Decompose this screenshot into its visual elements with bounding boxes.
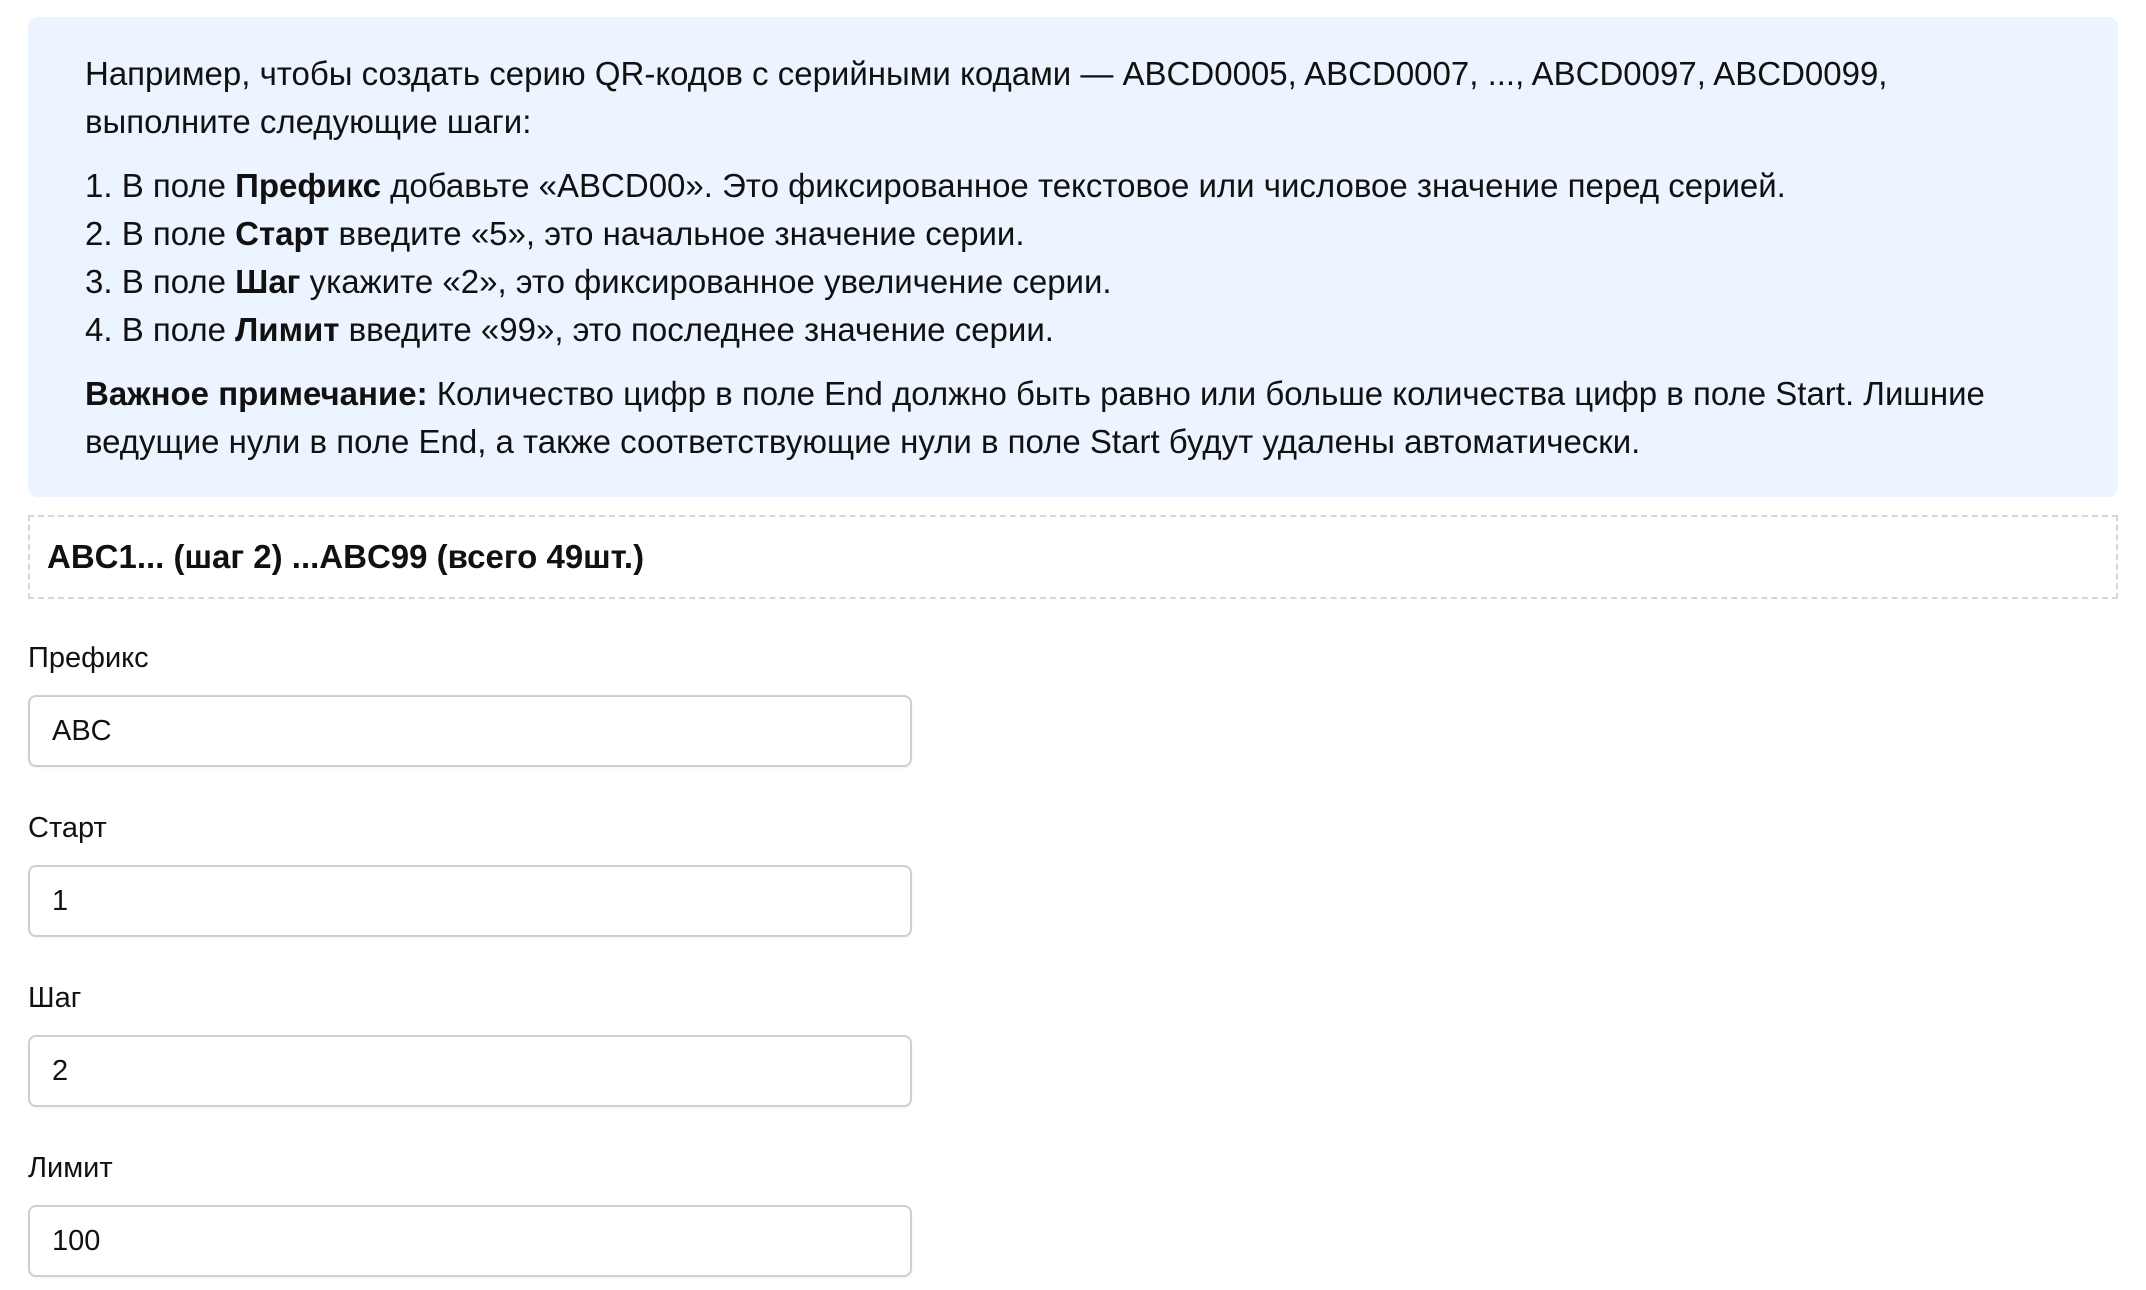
prefix-label: Префикс [28,642,149,674]
start-input[interactable] [28,865,912,937]
important-note-title: Важное примечание: [85,375,428,412]
step-field-name: Лимит [235,311,340,348]
limit-input[interactable] [28,1205,912,1277]
important-note [85,370,2061,466]
step-text: 2. В поле [85,215,236,252]
step-label: Шаг [28,982,82,1014]
step-item-step [85,258,2061,306]
step-text: укажите «2», это фиксированное увеличение серии. [300,263,1112,300]
step-text: введите «5», это начальное значение серии. [329,215,1025,252]
series-summary [28,515,2118,599]
instructions-steps [85,162,2061,354]
important-note-text: Количество цифр в поле End должно быть равно или больше количества цифр в поле Start. Лишние ведущие нули в поле End, а также соответствующие нули в поле Start будут удалены автоматически. [85,375,1985,460]
step-field-group [28,980,912,1016]
limit-field-group [28,1150,912,1186]
prefix-input[interactable] [28,695,912,767]
step-text: 1. В поле [85,167,236,204]
instructions-panel [28,17,2118,497]
prefix-field-group [28,640,912,676]
step-item-prefix [85,162,2061,210]
step-text: добавьте «ABCD00». Это фиксированное текстовое или числовое значение перед серией. [380,167,1786,204]
step-input[interactable] [28,1035,912,1107]
limit-label: Лимит [28,1152,113,1184]
step-text: введите «99», это последнее значение серии. [339,311,1054,348]
instructions-intro: Например, чтобы создать серию QR-кодов с серийными кодами — ABCD0005, ABCD0007, ..., ABCD0097, ABCD0099, выполните следующие шаги: [85,55,1888,140]
step-field-name: Шаг [235,263,301,300]
step-field-name: Старт [235,215,330,252]
start-label: Старт [28,812,107,844]
step-text: 3. В поле [85,263,236,300]
series-summary-text: ABC1... (шаг 2) ...ABC99 (всего 49шт.) [47,538,645,575]
step-item-start [85,210,2061,258]
step-field-name: Префикс [235,167,381,204]
start-field-group [28,810,912,846]
step-text: 4. В поле [85,311,236,348]
step-item-limit [85,306,2061,354]
